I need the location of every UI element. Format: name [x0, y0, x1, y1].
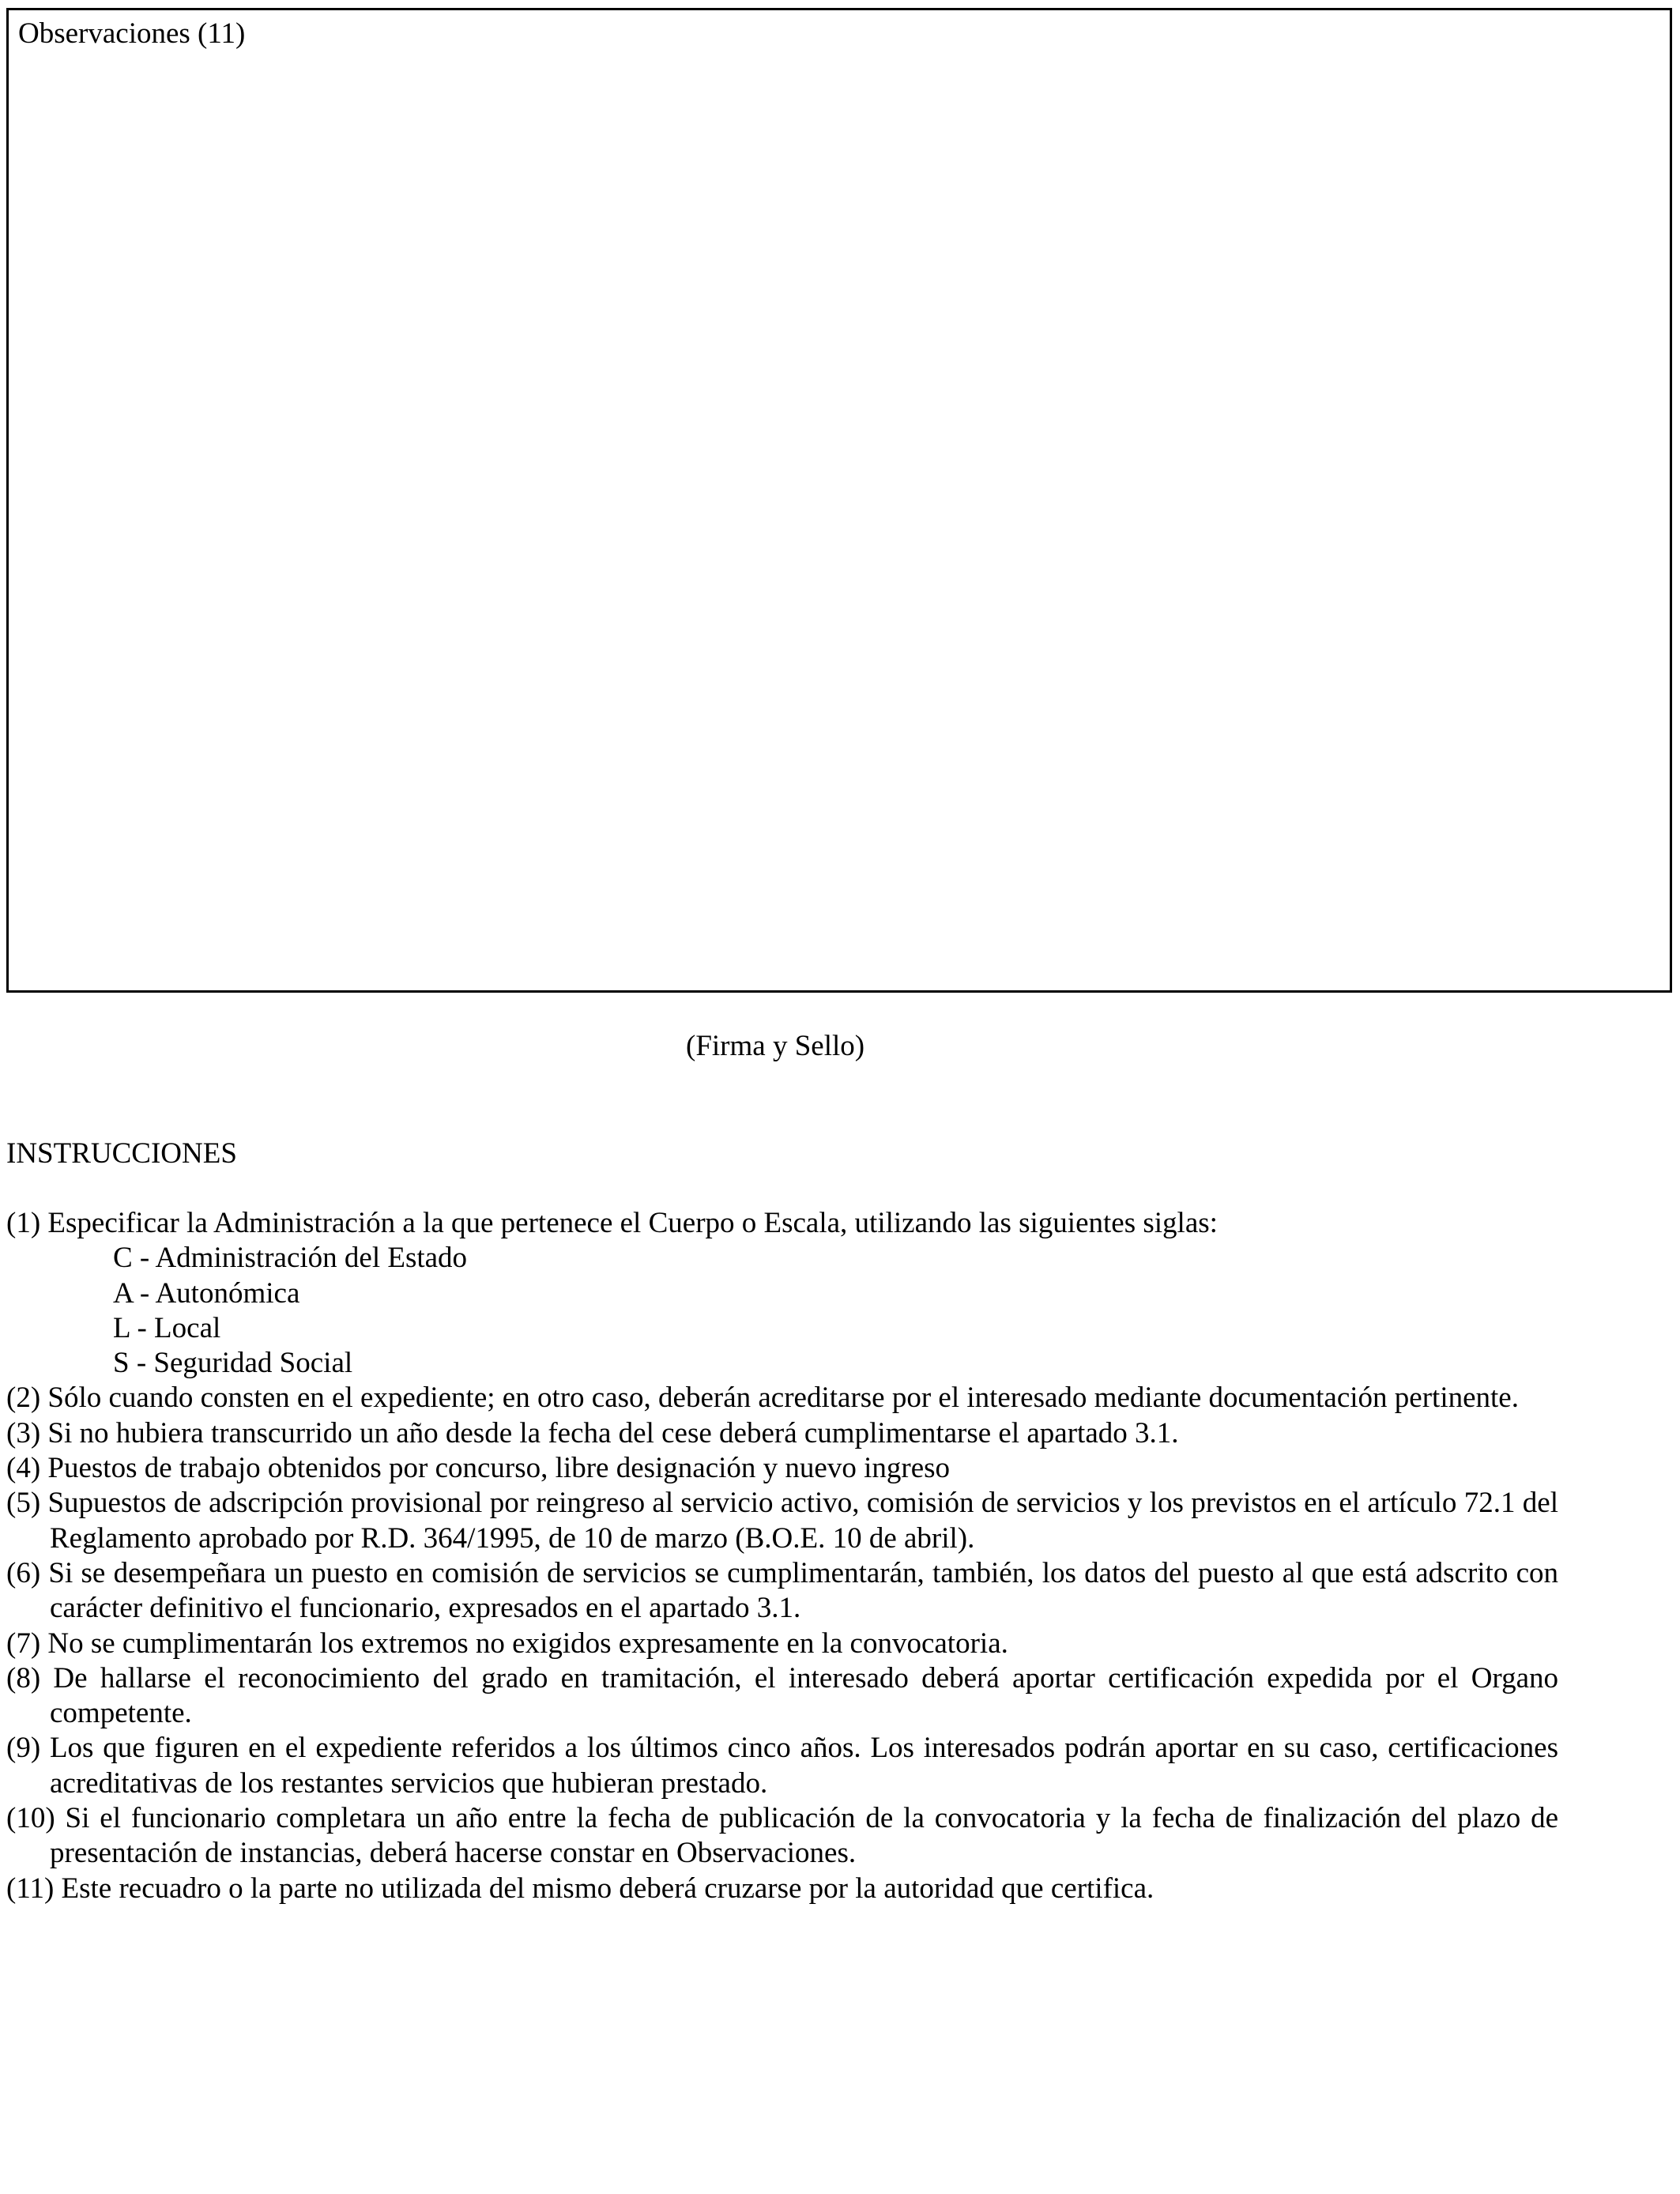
instruction-item-10: (10) Si el funcionario completara un año entre la fecha de publicación de la convocatoria y la fecha de finalización del plazo de presentación de instancias, deberá hacerse constar en Observaciones. [6, 1802, 1558, 1870]
instruction-item-9: (9) Los que figuren en el expediente referidos a los últimos cinco años. Los interesados podrán aportar en su caso, certificaciones acreditativas de los restantes servicios que hubieran prestado. [6, 1732, 1558, 1800]
instruction-item-6: (6) Si se desempeñara un puesto en comisión de servicios se cumplimentarán, también, los datos del puesto al que está adscrito con carácter definitivo el funcionario, expresados en el apartado 3.1. [6, 1556, 1558, 1625]
observaciones-label: Observaciones (11) [18, 17, 246, 50]
sigla-item-c: C - Administración del Estado [113, 1242, 468, 1275]
sigla-item-a: A - Autonómica [113, 1276, 300, 1310]
firma-sello-label: (Firma y Sello) [686, 1030, 865, 1062]
instruction-item-7: (7) No se cumplimentarán los extremos no exigidos expresamente en la convocatoria. [6, 1627, 1008, 1660]
instruction-item-2: (2) Sólo cuando consten en el expediente; en otro caso, deberán acreditarse por el interesado mediante documentación pertinente. [6, 1382, 1519, 1415]
instruction-item-4: (4) Puestos de trabajo obtenidos por concurso, libre designación y nuevo ingreso [6, 1452, 951, 1485]
instruction-item-5: (5) Supuestos de adscripción provisional por reingreso al servicio activo, comisión de servicios y los previstos en el artículo 72.1 del Reglamento aprobado por R.D. 364/1995, de 10 de marzo (B.O.E. 10 de abril). [6, 1487, 1558, 1555]
sigla-item-l: L - Local [113, 1311, 221, 1344]
observaciones-box [6, 8, 1672, 993]
instruction-item-3: (3) Si no hubiera transcurrido un año desde la fecha del cese deberá cumplimentarse el apartado 3.1. [6, 1416, 1179, 1449]
instruction-item-8: (8) De hallarse el reconocimiento del grado en tramitación, el interesado deberá aportar certificación expedida por el Organo competente. [6, 1661, 1558, 1730]
sigla-item-s: S - Seguridad Social [113, 1347, 353, 1380]
instruction-item-11: (11) Este recuadro o la parte no utilizada del mismo deberá cruzarse por la autoridad que certifica. [6, 1872, 1155, 1905]
instrucciones-list [6, 1206, 1558, 1906]
instruction-item-1: (1) Especificar la Administración a la que pertenece el Cuerpo o Escala, utilizando las siguientes siglas: [6, 1207, 1218, 1239]
instrucciones-heading: INSTRUCCIONES [6, 1137, 237, 1170]
